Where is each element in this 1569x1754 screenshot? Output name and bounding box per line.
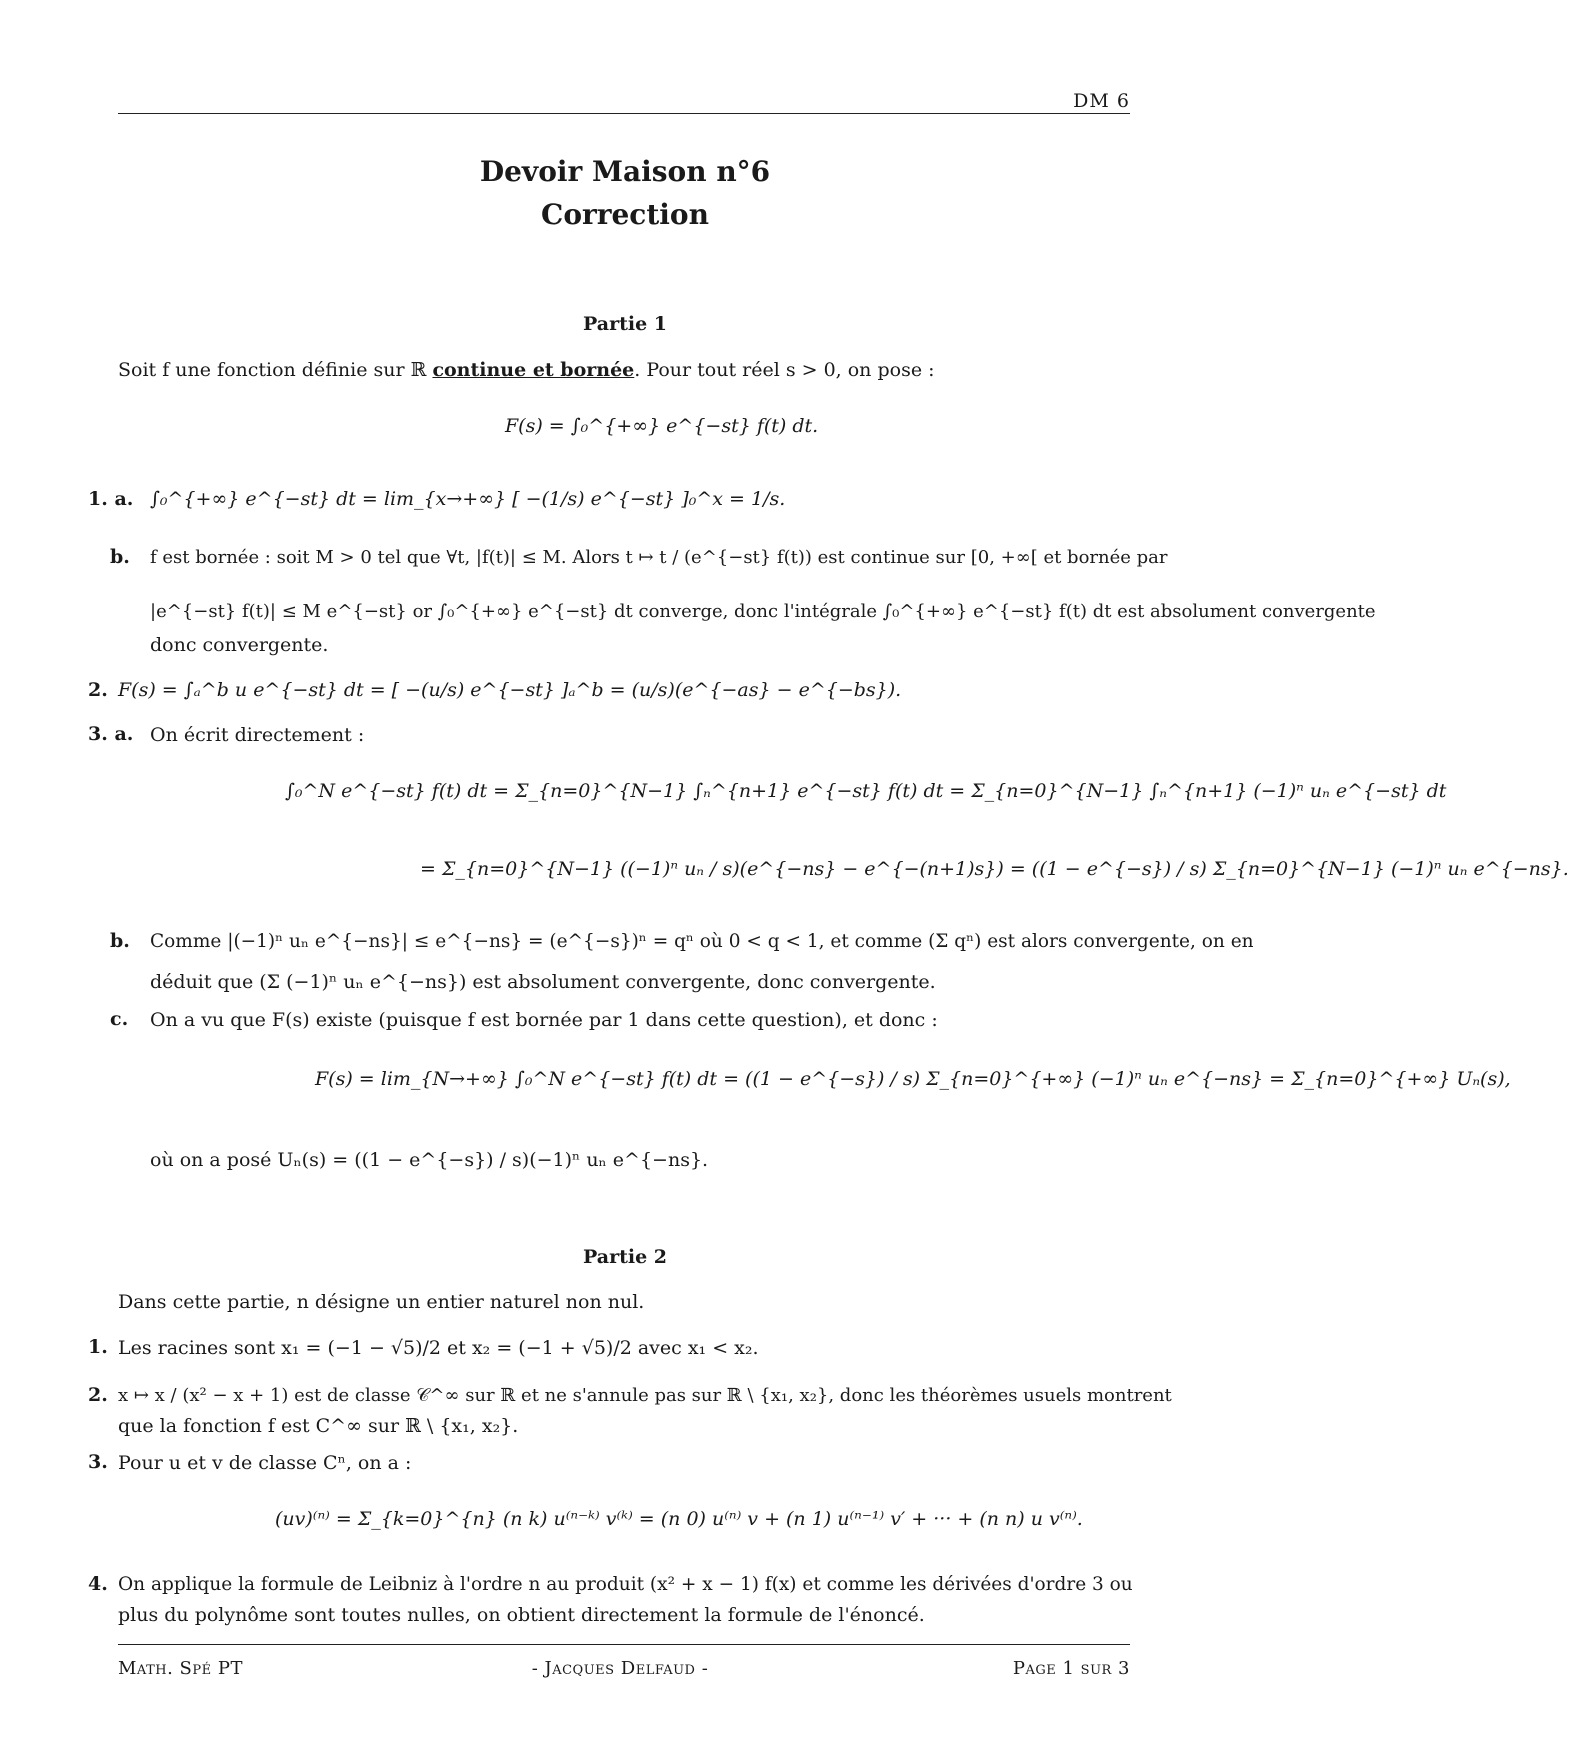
p2-q2-number: 2. [88,1384,108,1406]
header-label: DM 6 [1073,90,1130,112]
definition-equation: F(s) = ∫₀^{+∞} e^{−st} f(t) dt. [505,415,819,437]
p2-q4-line2: plus du polynôme sont toutes nulles, on obtient directement la formule de l'énoncé. [118,1604,925,1626]
footer-rule [118,1644,1130,1645]
part1-intro-b: . Pour tout réel s > 0, on pose : [634,359,935,381]
q1b-line3: donc convergente. [150,634,329,656]
q2-equation: F(s) = ∫ₐ^b u e^{−st} dt = [ −(u/s) e^{−st} ]ₐ^b = (u/s)(e^{−as} − e^{−bs}). [118,679,902,701]
footer-center: - Jacques Delfaud - [531,1658,709,1679]
q1a-number: 1. a. [88,488,134,510]
footer-right: Page 1 sur 3 [1012,1658,1130,1679]
p2-q3-equation: (uv)⁽ⁿ⁾ = Σ_{k=0}^{n} (n k) u⁽ⁿ⁻ᵏ⁾ v⁽ᵏ⁾ = (n 0) u⁽ⁿ⁾ v + (n 1) u⁽ⁿ⁻¹⁾ v′ + ··· + (n n) u v⁽ⁿ⁾. [275,1508,1083,1530]
q3a-text: On écrit directement : [150,724,365,746]
page-title: Devoir Maison n°6 [479,155,771,188]
p2-q2-line2: que la fonction f est C^∞ sur ℝ \ {x₁, x₂}. [118,1415,519,1437]
p2-q3-number: 3. [88,1451,108,1473]
q3b-line1: Comme |(−1)ⁿ uₙ e^{−ns}| ≤ e^{−ns} = (e^{−s})ⁿ = qⁿ où 0 < q < 1, et comme (Σ qⁿ) est alors convergente, on en [150,931,1254,952]
q3c-equation: F(s) = lim_{N→+∞} ∫₀^N e^{−st} f(t) dt = ((1 − e^{−s}) / s) Σ_{n=0}^{+∞} (−1)ⁿ uₙ e^{−ns} = Σ_{n=0}^{+∞} Uₙ(s), [315,1068,1511,1090]
q3c-line1: On a vu que F(s) existe (puisque f est bornée par 1 dans cette question), et donc : [150,1009,938,1031]
q1b-line1: f est bornée : soit M > 0 tel que ∀t, |f(t)| ≤ M. Alors t ↦ t / (e^{−st} f(t)) est continue sur [0, +∞[ et bornée par [150,547,1168,568]
part2-heading: Partie 2 [582,1246,667,1268]
p2-q1-text: Les racines sont x₁ = (−1 − √5)/2 et x₂ = (−1 + √5)/2 avec x₁ < x₂. [118,1337,759,1359]
q3c-number: c. [110,1008,129,1030]
part2-intro: Dans cette partie, n désigne un entier naturel non nul. [118,1291,645,1313]
header-rule [118,113,1130,114]
p2-q4-line1: On applique la formule de Leibniz à l'ordre n au produit (x² + x − 1) f(x) et comme les dérivées d'ordre 3 ou [118,1574,1133,1595]
q1b-number: b. [110,546,130,568]
q3a-equation-1: ∫₀^N e^{−st} f(t) dt = Σ_{n=0}^{N−1} ∫ₙ^{n+1} e^{−st} f(t) dt = Σ_{n=0}^{N−1} ∫ₙ^{n+1} (−1)ⁿ uₙ e^{−st} dt [285,780,1447,802]
q2-number: 2. [88,679,108,701]
q1a-equation: ∫₀^{+∞} e^{−st} dt = lim_{x→+∞} [ −(1/s) e^{−st} ]₀^x = 1/s. [150,488,786,510]
p2-q4-number: 4. [88,1573,108,1595]
q3c-line2: où on a posé Uₙ(s) = ((1 − e^{−s}) / s)(−1)ⁿ uₙ e^{−ns}. [150,1149,709,1171]
q1b-line2: |e^{−st} f(t)| ≤ M e^{−st} or ∫₀^{+∞} e^{−st} dt converge, donc l'intégrale ∫₀^{+∞} e^{−st} f(t) dt est absolument convergente [150,601,1376,622]
p2-q1-number: 1. [88,1336,108,1358]
part1-heading: Partie 1 [582,313,667,335]
q3a-equation-2: = Σ_{n=0}^{N−1} ((−1)ⁿ uₙ / s)(e^{−ns} − e^{−(n+1)s}) = ((1 − e^{−s}) / s) Σ_{n=0}^{N−1} (−1)ⁿ uₙ e^{−ns}. [420,858,1569,880]
part1-intro [118,358,935,382]
p2-q2-line1: x ↦ x / (x² − x + 1) est de classe 𝒞^∞ sur ℝ et ne s'annule pas sur ℝ \ {x₁, x₂}, donc les théorèmes usuels montrent [118,1385,1172,1406]
q3b-line2: déduit que (Σ (−1)ⁿ uₙ e^{−ns}) est absolument convergente, donc convergente. [150,971,936,993]
part1-intro-a: Soit f une fonction définie sur ℝ [118,359,427,381]
q3b-number: b. [110,930,130,952]
footer-left: Math. Spé PT [118,1658,243,1679]
part1-intro-underlined: continue et bornée [432,359,635,381]
page-subtitle: Correction [541,198,709,231]
p2-q3-text: Pour u et v de classe Cⁿ, on a : [118,1452,412,1474]
q3a-number: 3. a. [88,723,134,745]
